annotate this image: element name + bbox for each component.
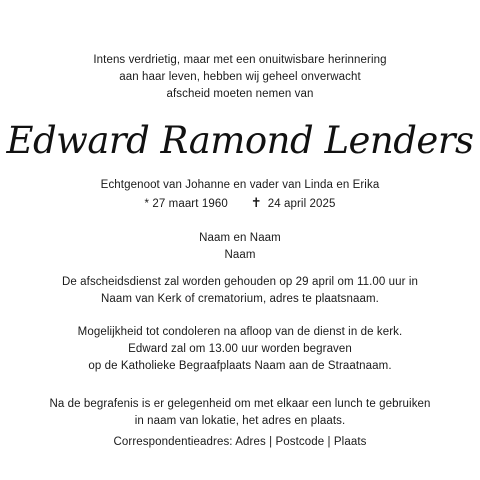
family-line: Naam en Naam: [199, 232, 281, 244]
condolence-line: op de Katholieke Begraafplaats Naam aan de Straatnaam.: [88, 360, 392, 372]
service-line: De afscheidsdienst zal worden gehouden op 29 april om 11.00 uur in: [61, 276, 419, 288]
family-line: Naam: [224, 249, 256, 261]
birth-date: * 27 maart 1960: [144, 198, 228, 210]
deceased-name: Edward Ramond Lenders: [6, 119, 474, 162]
death-date: 24 april 2025: [267, 198, 336, 210]
lunch-info: [0, 396, 480, 430]
life-dates: [0, 194, 480, 213]
relation-text: Echtgenoot van Johanne en vader van Linda en Erika: [100, 179, 380, 191]
intro-text: [0, 52, 480, 103]
intro-line: afscheid moeten nemen van: [166, 88, 314, 100]
lunch-line: Na de begrafenis is er gelegenheid om met elkaar een lunch te gebruiken: [49, 398, 431, 410]
condolence-line: Mogelijkheid tot condoleren na afloop van de dienst in de kerk.: [77, 326, 403, 338]
lunch-line: in naam van lokatie, het adres en plaats.: [134, 415, 346, 427]
cross-icon: ✝: [250, 195, 262, 210]
service-info: [0, 274, 480, 308]
family-names: [0, 230, 480, 264]
condolence-info: [0, 324, 480, 375]
intro-line: Intens verdrietig, maar met een onuitwisbare herinnering: [93, 54, 387, 66]
correspondence-address: Correspondentieadres: Adres | Postcode | Plaats: [113, 436, 367, 448]
condolence-line: Edward zal om 13.00 uur worden begraven: [128, 343, 352, 355]
intro-line: aan haar leven, hebben wij geheel onverwacht: [119, 71, 361, 83]
service-line: Naam van Kerk of crematorium, adres te plaatsnaam.: [101, 293, 379, 305]
